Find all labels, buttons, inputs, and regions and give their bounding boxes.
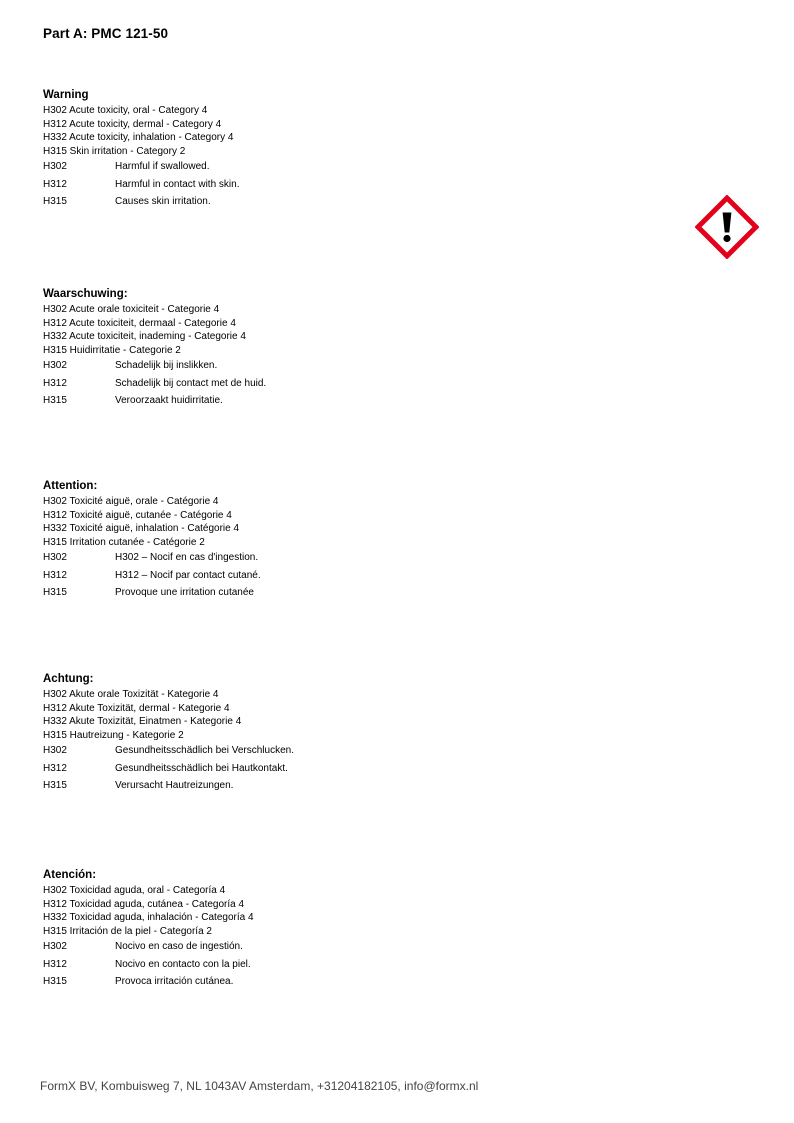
hazard-code: H315: [43, 587, 67, 598]
hazard-statement-row: [43, 160, 643, 178]
hazard-code: H302: [43, 360, 67, 371]
hazard-text: Harmful in contact with skin.: [115, 178, 240, 190]
classification-line: H312 Akute Toxizität, dermal - Kategorie 4: [43, 702, 230, 714]
hazard-code: H302: [43, 552, 67, 563]
hazard-statement-row: [43, 394, 643, 412]
hazard-statement-row: [43, 569, 643, 587]
hazard-text: H302 – Nocif en cas d'ingestion.: [115, 552, 259, 563]
hazard-text: Veroorzaakt huidirritatie.: [115, 395, 223, 406]
hazard-section-english: [43, 88, 643, 213]
classification-list: [43, 303, 643, 357]
hazard-text: Causes skin irritation.: [115, 196, 211, 207]
hazard-section-spanish: [43, 868, 643, 993]
hazard-statement-row: [43, 940, 643, 958]
hazard-text: Nocivo en contacto con la piel.: [115, 958, 251, 970]
classification-list: [43, 884, 643, 938]
classification-list: [43, 495, 643, 549]
signal-word: Attention:: [43, 480, 98, 492]
hazard-code: H315: [43, 780, 67, 791]
hazard-text: Provoca irritación cutánea.: [115, 976, 234, 987]
classification-line: H332 Acute toxiciteit, inademing - Categorie 4: [43, 331, 246, 342]
classification-line: H315 Skin irritation - Category 2: [43, 145, 186, 157]
classification-line: H302 Akute orale Toxizität - Kategorie 4: [43, 689, 219, 700]
classification-line: H302 Toxicidad aguda, oral - Categoría 4: [43, 885, 226, 896]
classification-line: H312 Toxicidad aguda, cutánea - Categoría 4: [43, 898, 245, 910]
classification-line: H302 Acute toxicity, oral - Category 4: [43, 105, 208, 116]
hazard-statement-list: [43, 744, 643, 797]
hazard-statement-list: [43, 359, 643, 412]
hazard-code: H315: [43, 976, 67, 987]
hazard-statement-row: [43, 359, 643, 377]
hazard-code: H312: [43, 178, 67, 190]
hazard-text: Nocivo en caso de ingestión.: [115, 941, 243, 952]
classification-line: H312 Acute toxiciteit, dermaal - Categorie 4: [43, 317, 236, 329]
classification-line: H332 Toxicité aiguë, inhalation - Catégorie 4: [43, 523, 240, 534]
signal-word: Warning: [43, 89, 89, 101]
hazard-statement-list: [43, 160, 643, 213]
hazard-statement-row: [43, 762, 643, 780]
hazard-statement-row: [43, 377, 643, 395]
hazard-section-french: [43, 479, 643, 604]
classification-line: H315 Irritation cutanée - Catégorie 2: [43, 536, 205, 548]
signal-word: Atención:: [43, 869, 97, 881]
hazard-text: Schadelijk bij contact met de huid.: [115, 377, 267, 389]
hazard-text: Schadelijk bij inslikken.: [115, 360, 218, 371]
signal-word: Achtung:: [43, 673, 94, 685]
hazard-code: H302: [43, 161, 67, 172]
hazard-text: Provoque une irritation cutanée: [115, 587, 254, 598]
classification-line: H315 Irritación de la piel - Categoría 2: [43, 925, 212, 937]
classification-list: [43, 104, 643, 158]
classification-line: H312 Toxicité aiguë, cutanée - Catégorie 4: [43, 509, 232, 521]
hazard-code: H302: [43, 941, 67, 952]
hazard-statement-row: [43, 178, 643, 196]
hazard-text: H312 – Nocif par contact cutané.: [115, 569, 261, 581]
hazard-code: H315: [43, 395, 67, 406]
classification-line: H315 Hautreizung - Kategorie 2: [43, 729, 184, 741]
hazard-text: Gesundheitsschädlich bei Hautkontakt.: [115, 762, 288, 774]
hazard-statement-list: [43, 940, 643, 993]
hazard-code: H312: [43, 377, 67, 389]
classification-line: H332 Toxicidad aguda, inhalación - Categoría 4: [43, 912, 254, 923]
hazard-text: Harmful if swallowed.: [115, 161, 210, 172]
hazard-text: Verursacht Hautreizungen.: [115, 780, 234, 791]
classification-line: H332 Akute Toxizität, Einatmen - Kategorie 4: [43, 716, 242, 727]
classification-line: H332 Acute toxicity, inhalation - Category 4: [43, 132, 234, 143]
hazard-statement-row: [43, 195, 643, 213]
signal-word: Waarschuwing:: [43, 288, 128, 300]
hazard-code: H315: [43, 196, 67, 207]
hazard-statement-row: [43, 958, 643, 976]
classification-line: H315 Huidirritatie - Categorie 2: [43, 344, 181, 356]
hazard-text: Gesundheitsschädlich bei Verschlucken.: [115, 745, 294, 756]
hazard-code: H312: [43, 958, 67, 970]
ghs07-exclamation-mark-icon: [695, 195, 759, 259]
classification-line: H312 Acute toxicity, dermal - Category 4: [43, 118, 222, 130]
hazard-code: H302: [43, 745, 67, 756]
hazard-statement-row: [43, 975, 643, 993]
company-footer: FormX BV, Kombuisweg 7, NL 1043AV Amsterdam, +31204182105, info@formx.nl: [40, 1079, 479, 1093]
hazard-statement-row: [43, 586, 643, 604]
hazard-section-dutch: [43, 287, 643, 412]
hazard-statement-row: [43, 551, 643, 569]
hazard-statement-row: [43, 744, 643, 762]
hazard-statement-list: [43, 551, 643, 604]
classification-line: H302 Toxicité aiguë, orale - Catégorie 4: [43, 496, 219, 507]
hazard-code: H312: [43, 569, 67, 581]
classification-list: [43, 688, 643, 742]
exclamation-dot: [723, 235, 730, 242]
hazard-section-german: [43, 672, 643, 797]
hazard-code: H312: [43, 762, 67, 774]
classification-line: H302 Acute orale toxiciteit - Categorie 4: [43, 304, 220, 315]
hazard-statement-row: [43, 779, 643, 797]
document-title: Part A: PMC 121-50: [43, 26, 169, 41]
